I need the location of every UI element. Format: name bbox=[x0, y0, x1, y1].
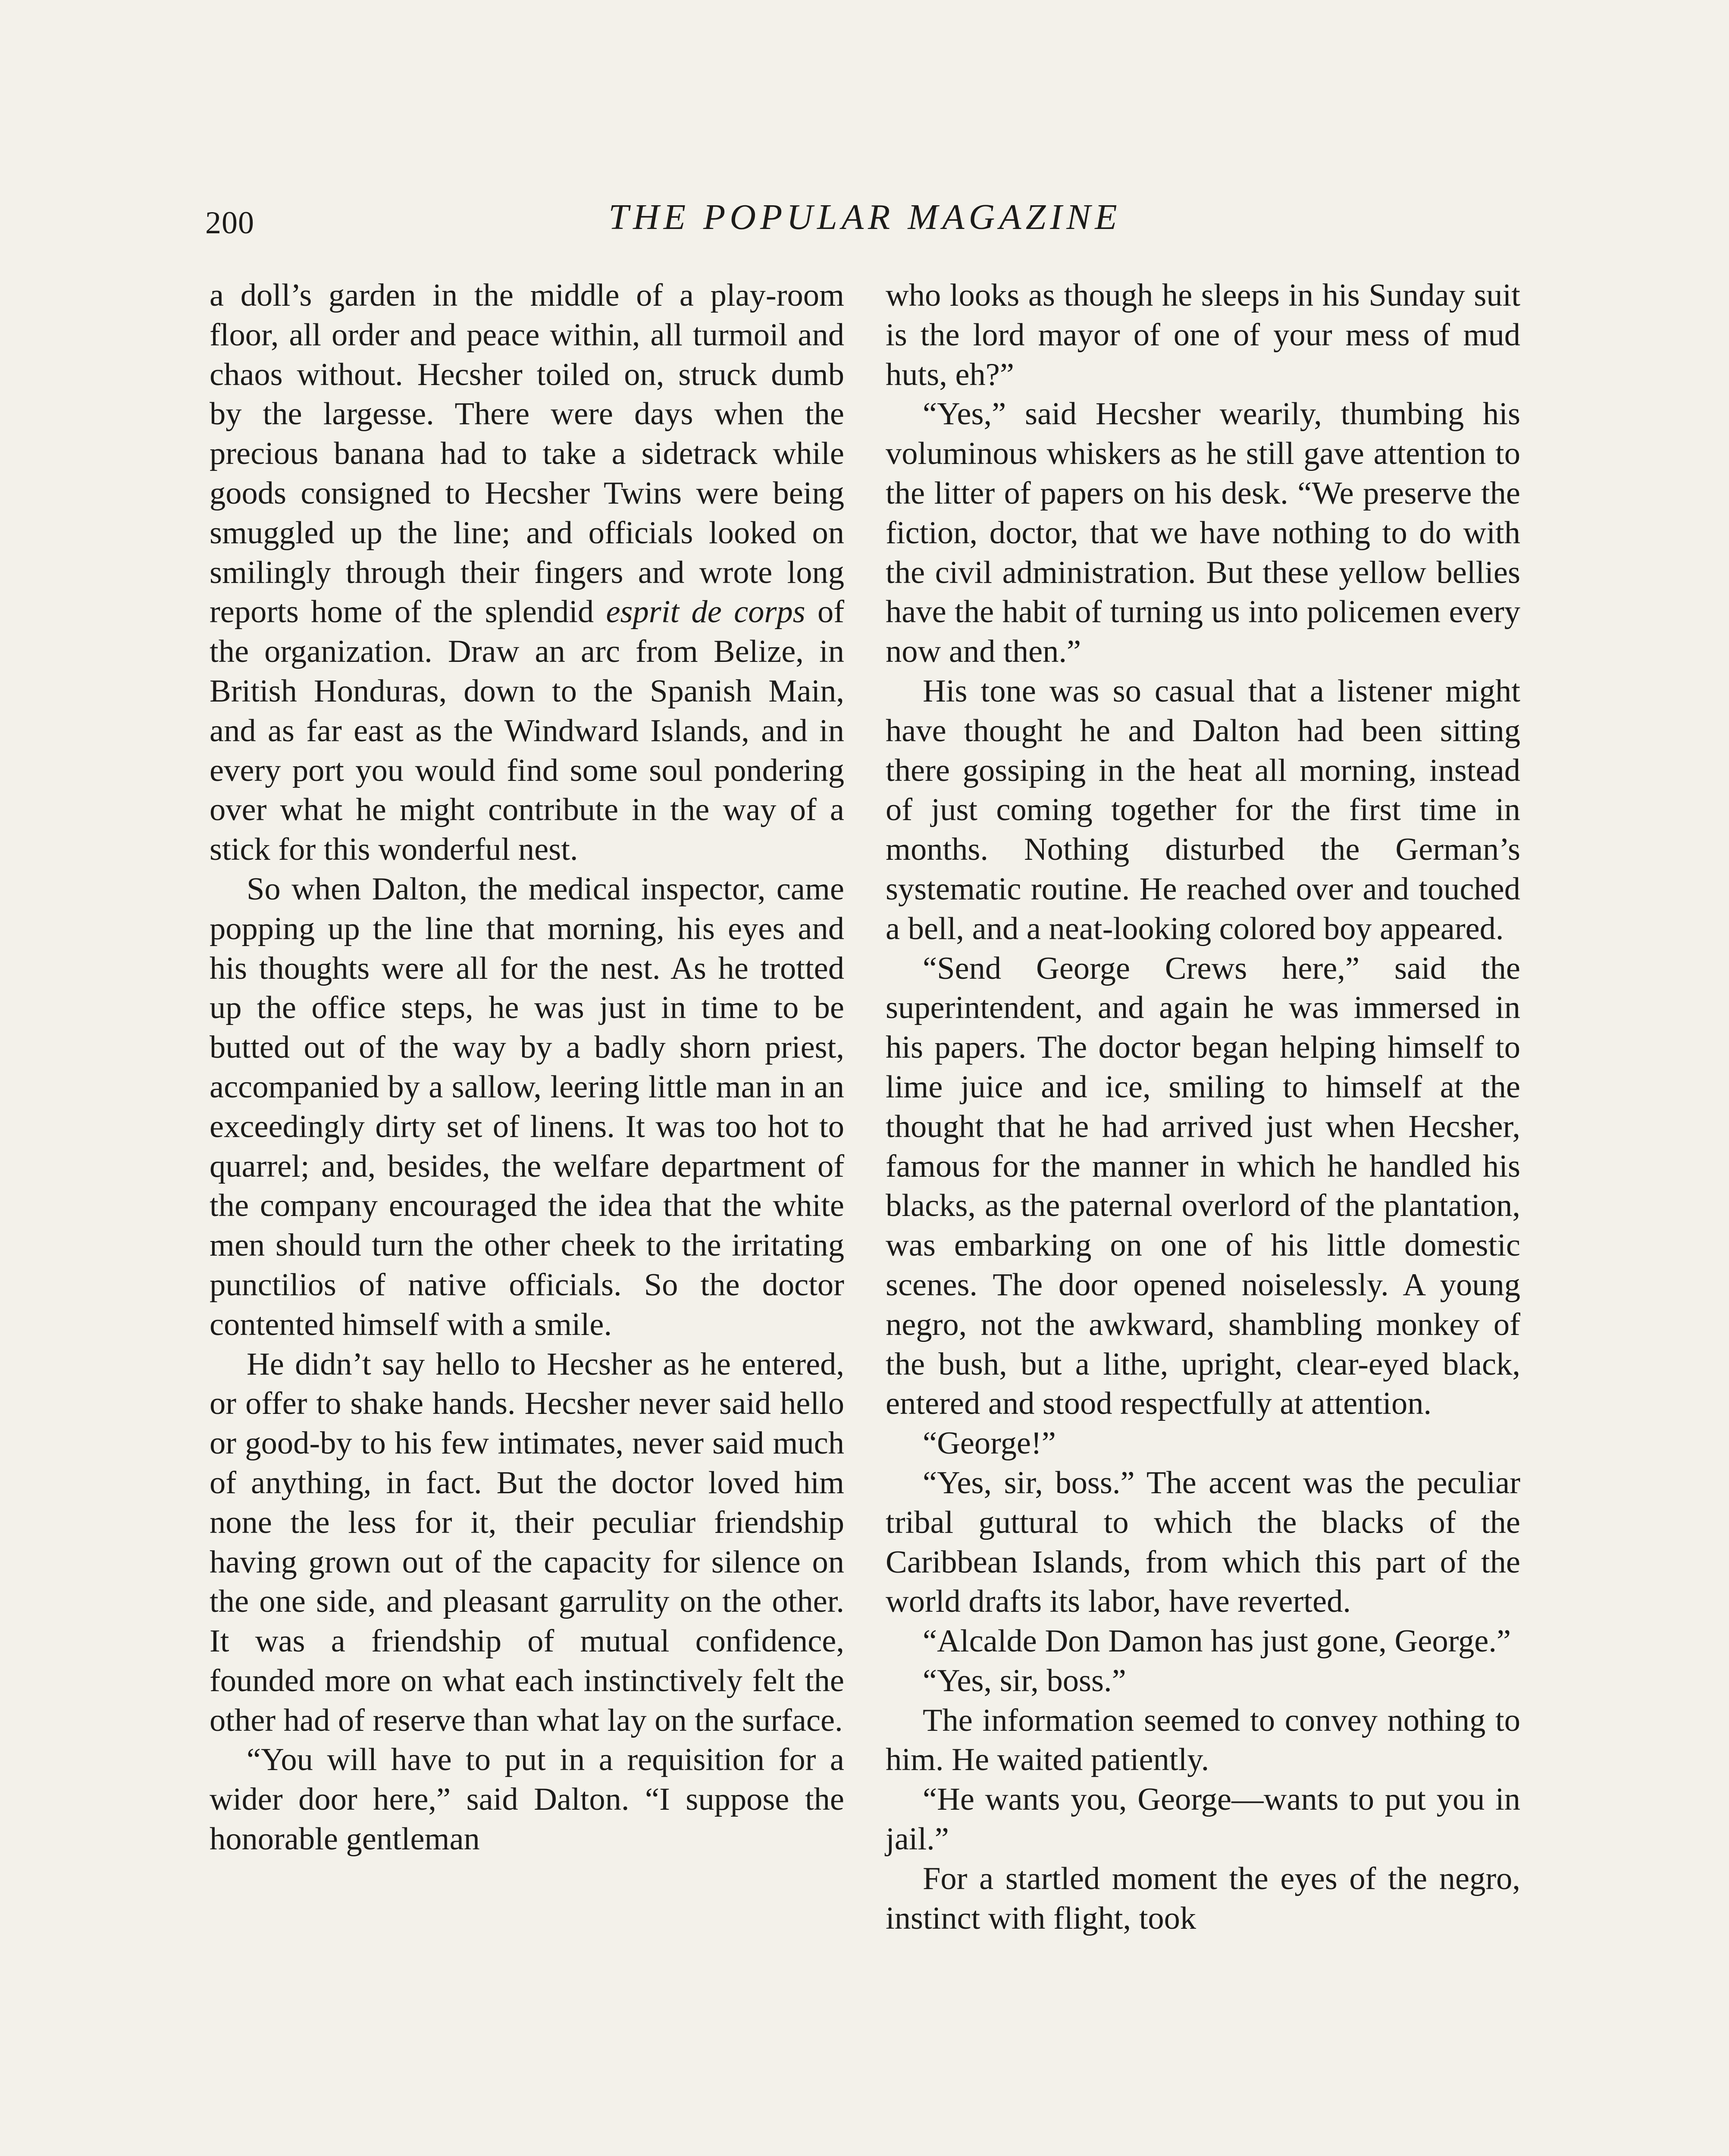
paragraph: “Yes,” said Hecsher wearily, thumbing his voluminous whiskers as he still gave attention to the litter of papers on his desk. “We preserve the fiction, doctor, that we have nothing to do with the civil administration. But these yellow bellies have the habit of turning us into policemen every now and then.” bbox=[886, 396, 1520, 670]
paragraph: The information seemed to convey nothing to him. He waited patiently. bbox=[886, 1702, 1520, 1778]
paragraph: a doll’s garden in the middle of a play-room floor, all order and peace within, all turmoil and chaos without. Hecsher toiled on, struck dumb by the largesse. There were days when the precious banana had to take a sidetrack while goods consigned to Hecsher Twins were being smuggled up the line; and officials looked on smilingly through their fingers and wrote long reports home of the splendid esprit de corps of the organization. Draw an arc from Belize, in British Honduras, down to the Spanish Main, and as far east as the Windward Islands, and in every port you would find some soul pondering over what he might contribute in the way of a stick for this wonderful nest. bbox=[210, 278, 845, 868]
paragraph: “Alcalde Don Damon has just gone, George.” bbox=[923, 1623, 1511, 1659]
running-title: THE POPULAR MAGAZINE bbox=[608, 197, 1121, 237]
paragraph: For a startled moment the eyes of the negro, instinct with flight, took bbox=[886, 1861, 1520, 1936]
paragraph: “Yes, sir, boss.” bbox=[923, 1663, 1126, 1698]
right-column bbox=[886, 276, 1520, 1938]
paragraph: “You will have to put in a requisition for a wider door here,” said Dalton. “I suppose the honorable gentleman bbox=[210, 1742, 844, 1857]
paragraph: “Yes, sir, boss.” The accent was the peculiar tribal guttural to which the blacks of the Caribbean Islands, from which this part of the world drafts its labor, have reverted. bbox=[886, 1465, 1520, 1620]
paragraph: So when Dalton, the medical inspector, came popping up the line that morning, his eyes and his thoughts were all for the nest. As he trotted up the office steps, he was just in time to be butted out of the way by a badly shorn priest, accompanied by a sallow, leering little man in an exceedingly dirty set of linens. It was too hot to quarrel; and, besides, the welfare department of the company encouraged the idea that the white men should turn the other cheek to the irritating punctilios of native officials. So the doctor contented himself with a smile. bbox=[210, 871, 844, 1342]
italic-phrase: esprit de corps bbox=[606, 594, 805, 630]
paragraph: His tone was so casual that a listener might have thought he and Dalton had been sitting there gossiping in the heat all morning, instead of just coming together for the first time in months. Nothing disturbed the German’s systematic routine. He reached over and touched a bell, and a neat-looking colored boy appeared. bbox=[886, 673, 1520, 946]
paragraph: who looks as though he sleeps in his Sunday suit is the lord mayor of one of your mess of mud huts, eh?” bbox=[886, 278, 1520, 392]
paragraph: “George!” bbox=[923, 1426, 1056, 1461]
paragraph: “Send George Crews here,” said the superintendent, and again he was immersed in his papers. The doctor began helping himself to lime juice and ice, smiling to himself at the thought that he had arrived just when Hecsher, famous for the manner in which he handled his blacks, as the paternal overlord of the plantation, was embarking on one of his little domestic scenes. The door opened noiselessly. A young negro, not the awkward, shambling monkey of the bush, but a lithe, upright, clear-eyed black, entered and stood respectfully at attention. bbox=[886, 950, 1520, 1422]
page-number: 200 bbox=[205, 205, 254, 241]
paragraph: He didn’t say hello to Hecsher as he entered, or offer to shake hands. Hecsher never said hello or good-by to his few intimates, never said much of anything, in fact. But the doctor loved him none the less for it, their peculiar friendship having grown out of the capacity for silence on the one side, and pleasant garrulity on the other. It was a friendship of mutual confidence, founded more on what each instinctively felt the other had of reserve than what lay on the surface. bbox=[210, 1346, 844, 1738]
paragraph: “He wants you, George—wants to put you in jail.” bbox=[886, 1782, 1520, 1857]
left-column bbox=[210, 276, 844, 1859]
page-header bbox=[205, 196, 1525, 248]
